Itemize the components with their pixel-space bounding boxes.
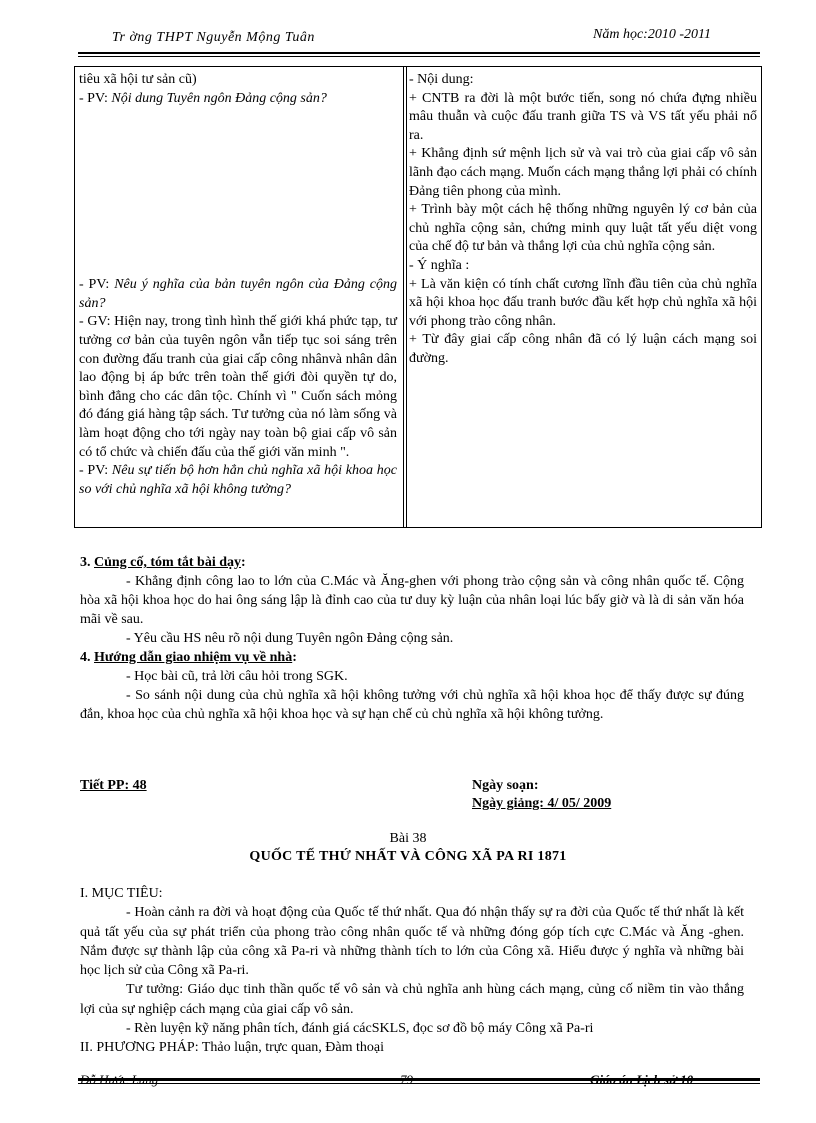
header-rule: [78, 52, 760, 54]
lesson-title: QUỐC TẾ THỨ NHẤT VÀ CÔNG XÃ PA RI 1871: [249, 849, 567, 864]
section-4-p2: - So sánh nội dung của chủ nghĩa xã hội không tưởng với chủ nghĩa xã hội khoa học để thấy được sự đúng đắn, khoa học của chủ nghĩa xã hội khoa học và sự hạn chế củ chủ nghĩa xã hội không tưởng.: [80, 688, 744, 722]
lesson-wrapup: [80, 553, 744, 724]
header-school: Tr ờng THPT Nguyễn Mộng Tuân: [112, 30, 315, 45]
left-question-meaning: [79, 276, 397, 313]
objectives-section: [80, 884, 744, 1058]
section-3-p2: - Yêu cầu HS nêu rõ nội dung Tuyên ngôn Đảng cộng sản.: [126, 631, 454, 646]
question-text: Nêu sự tiến bộ hơn hẳn chủ nghĩa xã hội khoa học so với chủ nghĩa xã hội không tưởng?: [79, 463, 397, 497]
question-text: Nội dung Tuyên ngôn Đảng cộng sản?: [111, 90, 327, 106]
pv-label: - PV:: [79, 90, 112, 106]
objectives-p2: Tư tưởng: Giáo dục tinh thần quốc tế vô sản và chủ nghĩa anh hùng cách mạng, củng cố niềm tin vào thắng lợi của sự nghiệp cách mạng của giai cấp vô sản.: [80, 982, 744, 1017]
header-rule-thin: [78, 56, 760, 57]
section-colon: :: [292, 650, 297, 665]
right-line: + Khẳng định sứ mệnh lịch sử và vai trò của giai cấp vô sản lãnh đạo cách mạng. Muốn cách mạng thắng lợi phải có chính Đảng tiên phong của mình.: [409, 146, 757, 199]
left-question-progress: [79, 462, 397, 499]
section-3-heading: [80, 553, 744, 572]
footer-subject: Giáo án Lịch sử 10: [590, 1072, 694, 1087]
section-4-p1: - Học bài cũ, trả lời câu hỏi trong SGK.: [126, 669, 348, 684]
right-line: + Trình bày một cách hệ thống những nguyên lý cơ bản của chủ nghĩa cộng sản, chứng minh quy luật tất yếu diệt vong của chế độ tư bản và thắng lợi của chủ nghĩa cộng sản.: [409, 202, 757, 255]
left-line-0: tiêu xã hội tư sản cũ): [79, 72, 197, 87]
section-colon: :: [241, 555, 246, 570]
table-right-column: [409, 71, 757, 369]
table-column-divider: [403, 67, 407, 527]
right-line: + Là văn kiện có tính chất cương lĩnh đầu tiên của chủ nghĩa xã hội khoa học đấu tranh bước đầu kết hợp chủ nghĩa xã hội với phong trào công nhân.: [409, 276, 757, 329]
section-number: 4.: [80, 650, 94, 665]
section-3-p1: - Khẳng định công lao to lớn của C.Mác và Ăng-ghen với phong trào cộng sản và công nhân quốc tế. Cộng hòa xã hội khoa học do hai ông sáng lập là đỉnh cao của tư duy kỳ luận của nhân loại lúc bấy giờ và là di sản văn hóa mãi về sau.: [80, 574, 744, 627]
section-4-heading: [80, 648, 744, 667]
teach-date: Ngày giảng: 4/ 05/ 2009: [472, 796, 612, 811]
right-line: - Nội dung:: [409, 72, 474, 87]
section-number: 3.: [80, 555, 94, 570]
left-question-content: [79, 90, 397, 109]
question-text: Nêu ý nghĩa của bản tuyên ngôn của Đảng cộng sản?: [79, 277, 397, 311]
prepare-date: Ngày soạn:: [472, 778, 539, 793]
left-teacher-note: - GV: Hiện nay, trong tình hình thế giới khá phức tạp, tư tưởng cơ bản của tuyên ngôn vẫn tiếp tục soi sáng trên con đường đấu tranh của giai cấp công nhânvà nhân dân lao động bị áp bức trên toàn thế giới đòi quyền tự do, bình đẳng cho các dân tộc. Chính vì " Cuốn sách mỏng đó đáng giá hàng tập sách. Tư tưởng của nó làm sống và làm hoạt động cho tới ngày nay toàn bộ giai cấp vô sản có tổ chức và chiến đấu của thế giới văn minh ".: [79, 314, 397, 460]
section-title: Hướng dẫn giao nhiệm vụ về nhà: [94, 650, 293, 665]
objectives-p1: - Hoàn cảnh ra đời và hoạt động của Quốc tế thứ nhất. Qua đó nhận thấy sự ra đời của Quốc tế thứ nhất là kết quả tất yếu của sự phát triển của phong trào công nhân quốc tế và những đóng góp tích cực C.Mác và Ăng -ghen. Nắm được sự thành lập của công xã Pa-ri và những thành tích to lớn của Công xã. Hiểu được ý nghĩa và những bài học lịch sử của Công xã Pa-ri.: [80, 905, 744, 979]
objectives-heading: I. MỤC TIÊU:: [80, 886, 163, 901]
table-left-column: [79, 71, 397, 499]
footer-page-number: 79: [400, 1072, 413, 1087]
right-line: + CNTB ra đời là một bước tiến, song nó chứa đựng nhiều mâu thuẫn và cuộc đấu tranh giữa TS và VS tất yếu phải nổ ra.: [409, 90, 757, 143]
lesson-table: [74, 66, 762, 528]
right-line: + Từ đây giai cấp công nhân đã có lý luận cách mạng soi đường.: [409, 332, 757, 366]
methods-line: II. PHƯƠNG PHÁP: Thảo luận, trực quan, Đàm thoại: [80, 1040, 384, 1056]
pv-label: - PV:: [79, 277, 115, 293]
right-line: - Ý nghĩa :: [409, 257, 470, 273]
section-title: Củng cố, tóm tắt bài dạy: [94, 555, 242, 570]
lesson-number: Bài 38: [389, 831, 427, 846]
objectives-p3: - Rèn luyện kỹ năng phân tích, đánh giá cácSKLS, đọc sơ đồ bộ máy Công xã Pa-ri: [126, 1021, 594, 1037]
footer-author: Đỗ Hước Lung: [80, 1072, 159, 1087]
lesson-period: Tiết PP: 48: [80, 778, 147, 793]
header-school-year: Năm học:2010 -2011: [593, 27, 711, 42]
pv-label: - PV:: [79, 463, 112, 479]
